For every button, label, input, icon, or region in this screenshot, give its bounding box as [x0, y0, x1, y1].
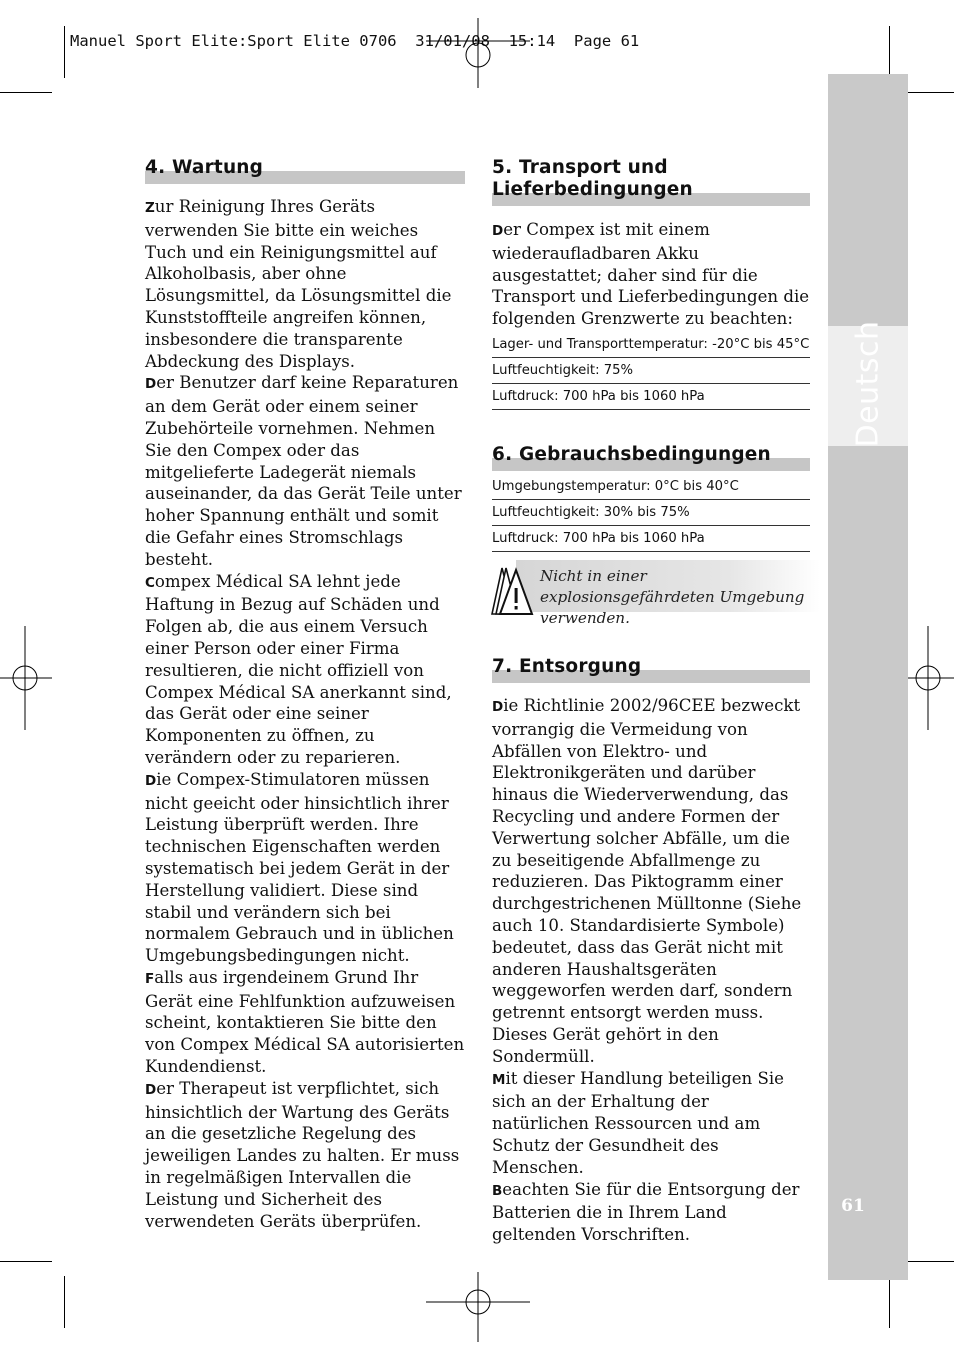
- usage-spec-list: [492, 474, 810, 552]
- language-label: Deutsch: [850, 320, 886, 448]
- paragraph-text: er Compex ist mit einem wiederaufladbaren Akku ausgestattet; daher sind für die Transport und Lieferbedingungen die folgenden Grenzwerte zu beachten:: [492, 220, 810, 329]
- paragraph-text: ie Richtlinie 2002/96CEE bezweckt vorrangig die Vermeidung von Abfällen von Elektro- und Elektronikgeräten und darüber hinaus die Wiederverwendung, das Recycling und andere Formen der Verwertung solcher Abfälle, um die zu beseitigende Abfallmenge zu reduzieren. Das Piktogramm einer durchgestrichenen Mülltonne (Siehe auch 10. Standardisierte Symbole) bedeutet, dass das Gerät nicht mit anderen Haushaltsgeräten weggeworfen werden darf, sondern getrennt entsorgt werden muss. Dieses Gerät gehört in den Sondermüll.: [492, 695, 802, 1066]
- print-slug: Manuel Sport Elite:Sport Elite 0706 31/01/08 15:14 Page 61: [70, 32, 640, 50]
- paragraph: [492, 695, 810, 1068]
- registration-mark-right: [900, 626, 954, 730]
- spec-row: Luftdruck: 700 hPa bis 1060 hPa: [492, 384, 810, 410]
- paragraph: [145, 967, 465, 1078]
- paragraph-text: ompex Médical SA lehnt jede Haftung in Bezug auf Schäden und Folgen ab, die aus einem Versuch einer Person oder einer Firma resultieren, die nicht offiziell von Compex Médical SA anerkannt sind, das Gerät oder eine seiner Komponenten zu öffnen, zu verändern oder zu reparieren.: [145, 571, 452, 767]
- crop-mark: [902, 92, 954, 93]
- paragraph: [145, 372, 465, 570]
- section-heading-entsorgung: [492, 654, 810, 684]
- crop-mark: [64, 1276, 65, 1328]
- spec-row: Luftfeuchtigkeit: 30% bis 75%: [492, 500, 810, 526]
- initial-letter: D: [492, 223, 504, 239]
- initial-letter: M: [492, 1071, 506, 1088]
- registration-mark-bottom: [426, 1272, 530, 1342]
- crop-mark: [889, 1276, 890, 1328]
- paragraph: [492, 1068, 810, 1179]
- paragraph: [145, 1078, 465, 1233]
- left-column: [145, 155, 465, 1232]
- paragraph-text: er Therapeut ist verpflichtet, sich hinsichtlich der Wartung des Geräts an die gesetzliche Regelung des jeweiligen Landes zu halten. Er muss in regelmäßigen Intervallen die Leistung und Sicherheit des verwendeten Geräts überprüfen.: [145, 1078, 460, 1231]
- spec-row: Umgebungstemperatur: 0°C bis 40°C: [492, 474, 810, 500]
- paragraph: [145, 196, 465, 372]
- paragraph: [145, 769, 465, 967]
- right-column: [492, 155, 810, 1246]
- crop-mark: [0, 92, 52, 93]
- initial-letter: F: [145, 970, 155, 987]
- initial-letter: B: [492, 1182, 503, 1199]
- paragraph-text: eachten Sie für die Entsorgung der Batterien die in Ihrem Land geltenden Vorschriften.: [492, 1179, 800, 1245]
- paragraph: [492, 219, 810, 330]
- language-sidebar: [828, 74, 908, 1280]
- paragraph-text: it dieser Handlung beteiligen Sie sich an der Erhaltung der natürlichen Ressourcen und am Schutz der Gesundheit des Menschen.: [492, 1068, 784, 1177]
- section-heading-wartung: [145, 155, 465, 185]
- spec-row: Luftfeuchtigkeit: 75%: [492, 358, 810, 384]
- heading-text: 4. Wartung: [145, 157, 264, 178]
- section-heading-transport: [492, 155, 810, 207]
- paragraph-text: er Benutzer darf keine Reparaturen an dem Gerät oder einem seiner Zubehörteile vornehmen. Nehmen Sie den Compex oder das mitgelieferte Ladegerät niemals auseinander, da das Gerät Teile unter hoher Spannung enthält und somit die Gefahr eines Stromschlags besteht.: [145, 373, 462, 569]
- initial-letter: D: [145, 376, 157, 393]
- crop-mark: [64, 26, 65, 78]
- page-number: 61: [841, 1196, 865, 1216]
- crop-mark: [902, 1261, 954, 1262]
- paragraph-text: ur Reinigung Ihres Geräts verwenden Sie bitte ein weiches Tuch und ein Reinigungsmittel auf Alkoholbasis, aber ohne Lösungsmittel, da Lösungsmittel die Kunststoffteile angreifen können, insbesondere die transparente Abdeckung des Displays.: [145, 197, 452, 371]
- warning-triangle-icon: [486, 562, 542, 618]
- initial-letter: D: [492, 698, 504, 715]
- registration-mark-left: [0, 626, 60, 730]
- warning-text: Nicht in einer explosionsgefährdeten Umgebung verwenden.: [540, 566, 805, 627]
- initial-letter: D: [145, 772, 157, 789]
- spec-row: Luftdruck: 700 hPa bis 1060 hPa: [492, 526, 810, 552]
- heading-text-line2: Lieferbedingungen: [492, 179, 693, 200]
- initial-letter: C: [145, 574, 155, 591]
- heading-text: 6. Gebrauchsbedingungen: [492, 443, 771, 465]
- initial-letter: Z: [145, 200, 155, 216]
- spec-row: Lager- und Transporttemperatur: -20°C bis 45°C: [492, 332, 810, 358]
- heading-text-line1: 5. Transport und: [492, 157, 668, 178]
- registration-mark-top: [426, 18, 530, 88]
- heading-text: 7. Entsorgung: [492, 655, 642, 677]
- paragraph-text: ie Compex-Stimulatoren müssen nicht geeicht oder hinsichtlich ihrer Leistung überprüft werden. Ihre technischen Eigenschaften werden systematisch bei jedem Gerät in der Herstellung validiert. Diese sind stabil und verändern sich bei normalem Gebrauch und in üblichen Umgebungsbedingungen nicht.: [145, 769, 454, 966]
- crop-mark: [889, 26, 890, 78]
- paragraph: [492, 1179, 810, 1246]
- warning-box: [492, 560, 810, 627]
- transport-spec-list: [492, 332, 810, 410]
- section-heading-gebrauch: [492, 442, 810, 472]
- crop-mark: [0, 1261, 52, 1262]
- paragraph-text: alls aus irgendeinem Grund Ihr Gerät eine Fehlfunktion aufzuweisen scheint, kontaktieren Sie bitte den von Compex Médical SA autorisierten Kundendienst.: [145, 967, 465, 1077]
- initial-letter: D: [145, 1081, 157, 1098]
- paragraph: [145, 571, 465, 769]
